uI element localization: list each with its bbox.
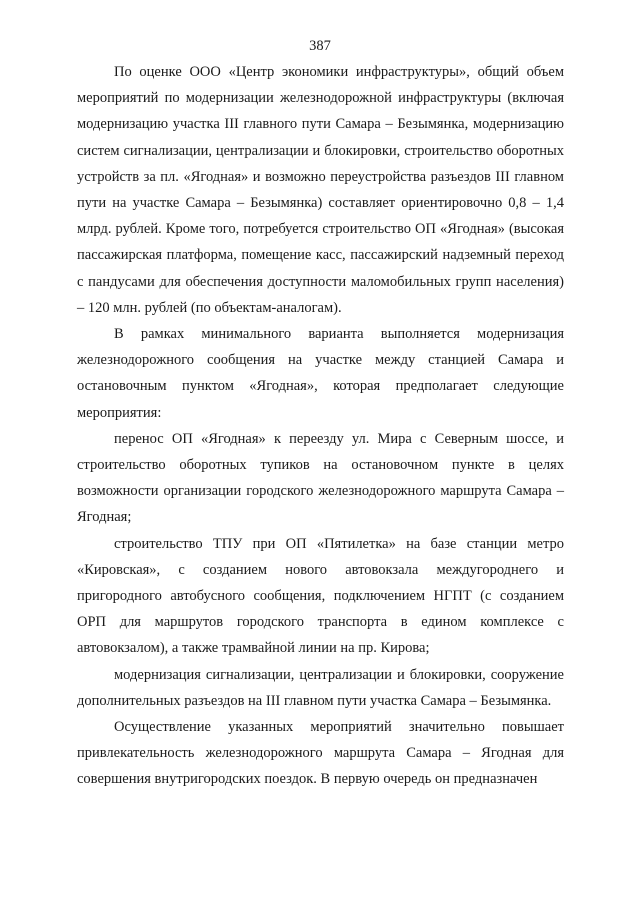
paragraph-measure-signaling: модернизация сигнализации, централизации и блокировки, сооружение дополнительных разъездов на III главном пути участка Самара – Безымянка. <box>77 666 564 709</box>
paragraph-cost-estimate: По оценке ООО «Центр экономики инфраструктуры», общий объем мероприятий по модернизации железнодорожной инфраструктуры (включая модернизацию участка III главного пути Самара – Безымянка, модернизацию систем сигнализации, централизации и блокировки, строительство оборотных устройств за пл. «Ягодная» и возможно переустройства разъездов III главном пути на участке Самара – Безымянка) составляет ориентировочно 0,8 – 1,4 млрд. рублей. Кроме того, потребуется строительство ОП «Ягодная» (высокая пассажирская платформа, помещение касс, пассажирский надземный переход с пандусами для обеспечения доступности маломобильных групп населения) – 120 млн. рублей (по объектам-аналогам). <box>77 64 564 316</box>
body-text <box>77 59 564 793</box>
paragraph-measure-tpu: строительство ТПУ при ОП «Пятилетка» на базе станции метро «Кировская», с созданием нового автовокзала междугороднего и пригородного автобусного сообщения, подключением НГПТ (с созданием ОРП для маршрутов городского транспорта в едином комплексе с автовокзалом), а также трамвайной линии на пр. Кирова; <box>77 535 564 657</box>
paragraph-attractiveness: Осуществление указанных мероприятий значительно повышает привлекательность железнодорожного маршрута Самара – Ягодная для совершения внутригородских поездок. В первую очередь он предназначен <box>77 719 564 788</box>
paragraph-measure-yagodnaya: перенос ОП «Ягодная» к переезду ул. Мира с Северным шоссе, и строительство оборотных тупиков на остановочном пункте в целях возможности организации городского железнодорожного маршрута Самара – Ягодная; <box>77 430 564 526</box>
paragraph-minimal-variant: В рамках минимального варианта выполняется модернизация железнодорожного сообщения на участке между станцией Самара и остановочным пунктом «Ягодная», которая предполагает следующие мероприятия: <box>77 326 564 421</box>
page-number: 387 <box>309 38 331 54</box>
